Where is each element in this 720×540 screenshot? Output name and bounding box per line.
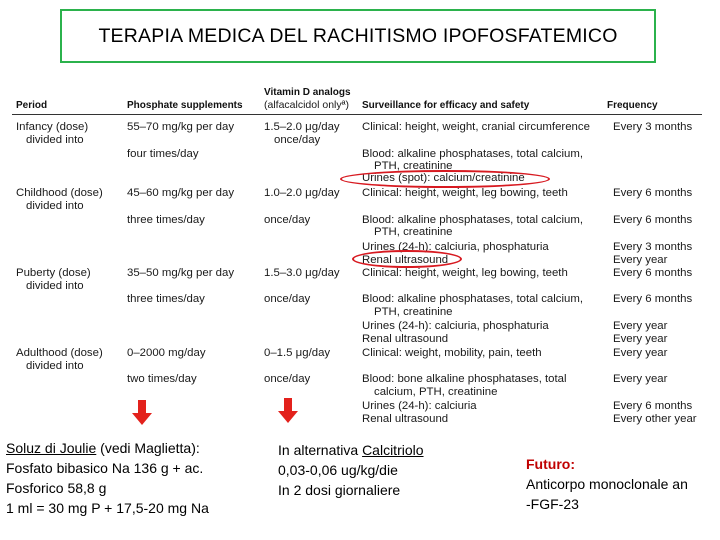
phosphate-dose: 35–50 mg/kg per day: [127, 267, 235, 279]
header-phosphate: Phosphate supplements: [127, 100, 243, 111]
phosphate-dose: 55–70 mg/kg per day: [127, 121, 235, 133]
surveillance-item: PTH, creatinine: [374, 226, 453, 238]
surveillance-item: Blood: alkaline phosphatases, total calcium,: [362, 214, 583, 226]
phosphate-frequency: two times/day: [127, 373, 197, 385]
surveillance-item: Urines (24-h): calciuria, phosphaturia: [362, 241, 549, 253]
header-vitd: Vitamin D analogs: [264, 87, 351, 98]
surveillance-item: Blood: bone alkaline phosphatases, total: [362, 373, 567, 385]
header-vitd-note: (alfacalcidol onlyª): [264, 99, 350, 111]
header-surveillance: Surveillance for efficacy and safety: [362, 100, 530, 111]
surveillance-item: Blood: alkaline phosphatases, total calcium,: [362, 148, 583, 160]
frequency-item: Every year: [613, 320, 668, 332]
frequency-item: Every 6 months: [613, 293, 693, 305]
surveillance-item: Clinical: height, weight, leg bowing, teeth: [362, 187, 568, 199]
phosphate-frequency: four times/day: [127, 148, 199, 160]
surveillance-item: Renal ultrasound: [362, 413, 449, 425]
surveillance-item: Urines (24-h): calciuria: [362, 400, 477, 412]
phosphate-dose: 45–60 mg/kg per day: [127, 187, 235, 199]
surveillance-item: Clinical: height, weight, leg bowing, teeth: [362, 267, 568, 279]
vitd-dose: 1.5–3.0 μg/day: [264, 267, 340, 279]
surveillance-item: Urines (spot): calcium/creatinine: [362, 172, 525, 184]
row-period: Childhood (dose) divided into: [16, 187, 103, 212]
frequency-item: Every 6 months: [613, 214, 693, 226]
surveillance-item: Renal ultrasound: [362, 254, 449, 266]
phosphate-dose: 0–2000 mg/day: [127, 347, 206, 359]
surveillance-item: Urines (24-h): calciuria, phosphaturia: [362, 320, 549, 332]
row-period: Infancy (dose) divided into: [16, 121, 89, 146]
phosphate-note: Soluz di Joulie (vedi Maglietta): Fosfato bibasico Na 136 g + ac. Fosforico 58,8 g 1 ml = 30 mg P + 17,5-20 mg Na: [6, 440, 209, 516]
header-frequency: Frequency: [607, 100, 658, 111]
calcitriolo-link[interactable]: Calcitriolo: [362, 442, 424, 458]
slide-title: TERAPIA MEDICA DEL RACHITISMO IPOFOSFATEMICO: [98, 24, 618, 47]
frequency-item: Every year: [613, 347, 668, 359]
row-period: Puberty (dose) divided into: [16, 267, 91, 292]
highlight-urine-oval: [340, 170, 550, 188]
vitd-dose: 1.5–2.0 μg/day once/day: [264, 121, 340, 146]
vitd-frequency: once/day: [264, 214, 311, 226]
surveillance-item: calcium, PTH, creatinine: [374, 386, 498, 398]
down-arrow-icon: [131, 400, 153, 426]
frequency-item: Every other year: [613, 413, 697, 425]
slide-title-box: [60, 9, 656, 63]
frequency-item: Every year: [613, 373, 668, 385]
surveillance-item: Clinical: height, weight, cranial circumference: [362, 121, 590, 133]
row-period: Adulthood (dose) divided into: [16, 347, 103, 372]
frequency-item: Every year: [613, 333, 668, 345]
future-title: Futuro:: [526, 456, 575, 472]
vitd-dose: 1.0–2.0 μg/day: [264, 187, 340, 199]
surveillance-item: PTH, creatinine: [374, 306, 453, 318]
surveillance-item: Renal ultrasound: [362, 333, 449, 345]
frequency-item: Every 6 months: [613, 400, 693, 412]
surveillance-item: Clinical: weight, mobility, pain, teeth: [362, 347, 542, 359]
vitd-frequency: once/day: [264, 293, 311, 305]
joulie-link[interactable]: Soluz di Joulie: [6, 440, 97, 456]
therapy-table: [12, 78, 702, 428]
frequency-item: Every 6 months: [613, 267, 693, 279]
surveillance-item: Blood: alkaline phosphatases, total calcium,: [362, 293, 583, 305]
phosphate-frequency: three times/day: [127, 293, 205, 305]
header-rule: [12, 114, 702, 115]
frequency-item: Every 3 months: [613, 241, 693, 253]
down-arrow-icon: [277, 398, 299, 424]
surveillance-item: PTH, creatinine: [374, 160, 453, 172]
vitd-dose: 0–1.5 μg/day: [264, 347, 331, 359]
vitd-frequency: once/day: [264, 373, 311, 385]
frequency-item: Every 3 months: [613, 121, 693, 133]
frequency-item: Every year: [613, 254, 668, 266]
frequency-item: Every 6 months: [613, 187, 693, 199]
highlight-renal-oval: [352, 250, 462, 268]
vitd-note: In alternativa Calcitriolo 0,03-0,06 ug/kg/die In 2 dosi giornaliere: [278, 442, 424, 498]
header-period: Period: [16, 100, 48, 111]
phosphate-frequency: three times/day: [127, 214, 205, 226]
future-note: Futuro: Anticorpo monoclonale an -FGF-23: [526, 454, 720, 514]
